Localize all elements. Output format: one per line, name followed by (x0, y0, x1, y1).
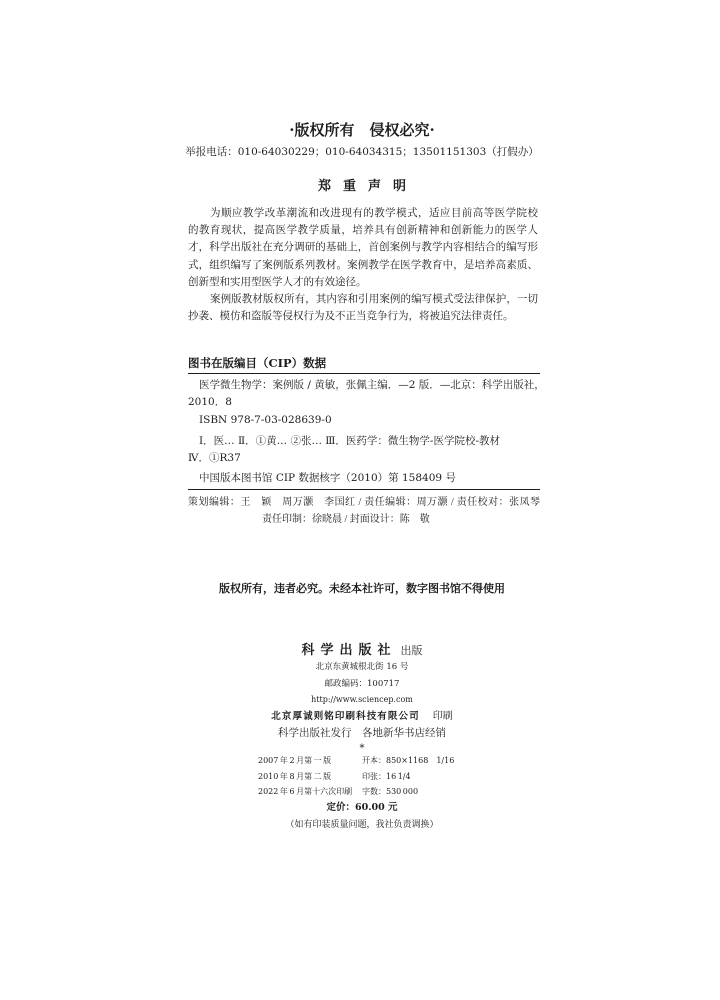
editorial-credits: 责任印制：徐晓晨 / 封面设计：陈 敬 (262, 514, 430, 525)
printer-line (4, 712, 720, 722)
cip-line: Ⅰ．医… Ⅱ．①黄… ②张… Ⅲ．医药学：微生物学-医学院校-教材 (199, 435, 501, 447)
publisher-role: 出版 (400, 644, 423, 657)
edition-date: 2007 年 2 月第 一 版 (258, 756, 332, 765)
editorial-credits: 策划编辑：王 颖 周万灏 李国红 / 责任编辑：周万灏 / 责任校对：张凤琴 (188, 497, 540, 508)
edition-spec: 印张：16 1/4 (362, 772, 411, 781)
edition-date: 2022 年 6 月第十六次印刷 (258, 787, 353, 796)
statement-line: 为顺应教学改革潮流和改进现有的教学模式，适应目前高等医学院校 (210, 207, 538, 219)
edition-spec: 开本：850×1168 1/16 (362, 756, 455, 765)
publisher-postcode: 邮政编码：100717 (324, 679, 400, 689)
price: 定价：60.00 元 (326, 802, 398, 813)
statement-line: 式，组织编写了案例版系列教材。案例教学在医学教育中，是培养高素质、 (188, 259, 538, 271)
publisher-address: 北京东黄城根北街 16 号 (315, 662, 409, 672)
statement-line: 的教育现状，提高医学教学质量，培养具有创新精神和创新能力的医学人 (188, 224, 538, 236)
cip-record-number: 中国版本图书馆 CIP 数据核字（2010）第 158409 号 (199, 472, 456, 484)
anti-piracy-hotline: 举报电话：010-64030229；010-64034315；13501151303（打假办） (185, 146, 539, 158)
publisher-website: http://www.sciencep.com (311, 695, 413, 704)
publisher-name: 科学出版社 (301, 643, 397, 658)
cip-line: Ⅳ．①R37 (188, 452, 241, 464)
cip-heading: 图书在版编目（CIP）数据 (188, 356, 327, 370)
statement-line: 才，科学出版社在充分调研的基础上，首创案例与教学内容相结合的编写形 (188, 241, 538, 253)
cip-rule-top (188, 373, 540, 374)
separator-asterisk: * (359, 743, 365, 754)
statement-line: 案例版教材版权所有，其内容和引用案例的编写模式受法律保护，一切 (210, 293, 538, 305)
cip-line: 2010．8 (188, 396, 232, 408)
printer-name: 北京厚诚则铭印刷科技有限公司 (271, 711, 420, 722)
statement-title: 郑重声明 (317, 179, 418, 194)
distribution-line: 科学出版社发行 各地新华书店经销 (278, 727, 446, 739)
publisher-line (4, 644, 720, 657)
edition-date: 2010 年 8 月第 二 版 (258, 772, 332, 781)
statement-line: 创新型和实用型医学人才的有效途径。 (188, 276, 367, 288)
printer-role: 印刷 (432, 711, 453, 722)
cip-rule-bottom (188, 489, 540, 490)
copyright-slogan: ·版权所有 侵权必究· (289, 121, 435, 139)
edition-spec: 字数：530 000 (362, 787, 419, 796)
cip-isbn: ISBN 978-7-03-028639-0 (199, 414, 332, 426)
digital-library-notice: 版权所有，违者必究。未经本社许可，数字图书馆不得使用 (219, 582, 505, 595)
statement-line: 抄袭、模仿和盗版等侵权行为及不正当竞争行为，将被追究法律责任。 (188, 310, 514, 322)
return-notice: （如有印装质量问题，我社负责调换） (285, 820, 439, 830)
cip-line: 医学微生物学：案例版 / 黄敏，张佩主编．—2 版．—北京：科学出版社， (199, 379, 545, 391)
